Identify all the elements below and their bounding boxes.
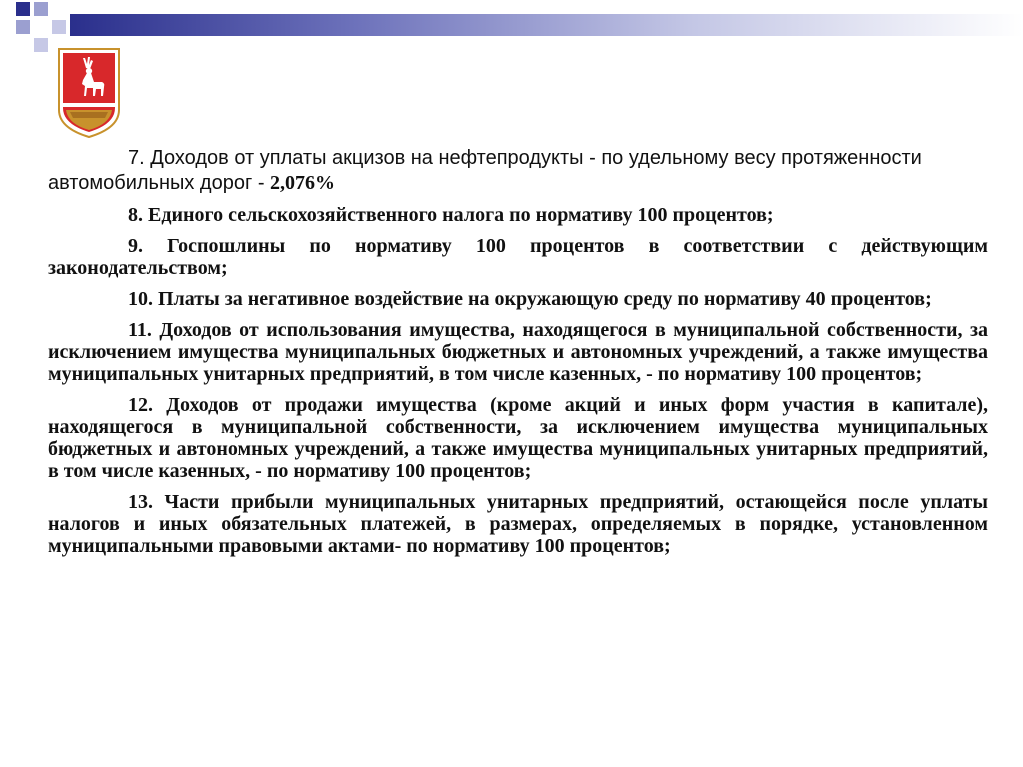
header-gradient-bar [70, 14, 1023, 36]
item-9: 9. Госпошлины по нормативу 100 процентов в соответствии с действующим законодательством; [48, 235, 988, 279]
item-10: 10. Платы за негативное воздействие на окружающую среду по нормативу 40 процентов; [128, 288, 932, 310]
item-8: 8. Единого сельскохозяйственного налога по нормативу 100 процентов; [128, 204, 774, 226]
decor-square [16, 2, 30, 16]
item-13: 13. Части прибыли муниципальных унитарных предприятий, остающейся после уплаты налогов и иных обязательных платежей, в размерах, определяемых в порядке, установленном муниципальными правовыми актами- по нормативу 100 процентов; [48, 491, 988, 557]
decor-square [52, 2, 66, 16]
item-7-text: 7. Доходов от уплаты акцизов на нефтепродукты - по удельному весу протяженности автомобильных дорог - [48, 147, 922, 194]
document-body [48, 146, 988, 557]
decor-square [34, 2, 48, 16]
decor-square [0, 20, 14, 34]
decor-square [34, 20, 48, 34]
item-12: 12. Доходов от продажи имущества (кроме акций и иных форм участия в капитале), находящегося в муниципальной собственности, за исключением имущества муниципальных бюджетных и автономных учреждений, а также имущества муниципальных унитарных предприятий, в том числе казенных, - по нормативу 100 процентов; [48, 394, 988, 482]
item-11: 11. Доходов от использования имущества, находящегося в муниципальной собственности, за исключением имущества муниципальных бюджетных и автономных учреждений, а также имущества муниципальных унитарных предприятий, в том числе казенных, - по нормативу 100 процентов; [48, 319, 988, 385]
item-7 [48, 146, 988, 196]
decor-square [34, 38, 48, 52]
coat-of-arms-deer-icon [58, 48, 120, 138]
decor-square [16, 20, 30, 34]
decor-square [52, 20, 66, 34]
item-7-value: 2,076% [270, 172, 336, 194]
